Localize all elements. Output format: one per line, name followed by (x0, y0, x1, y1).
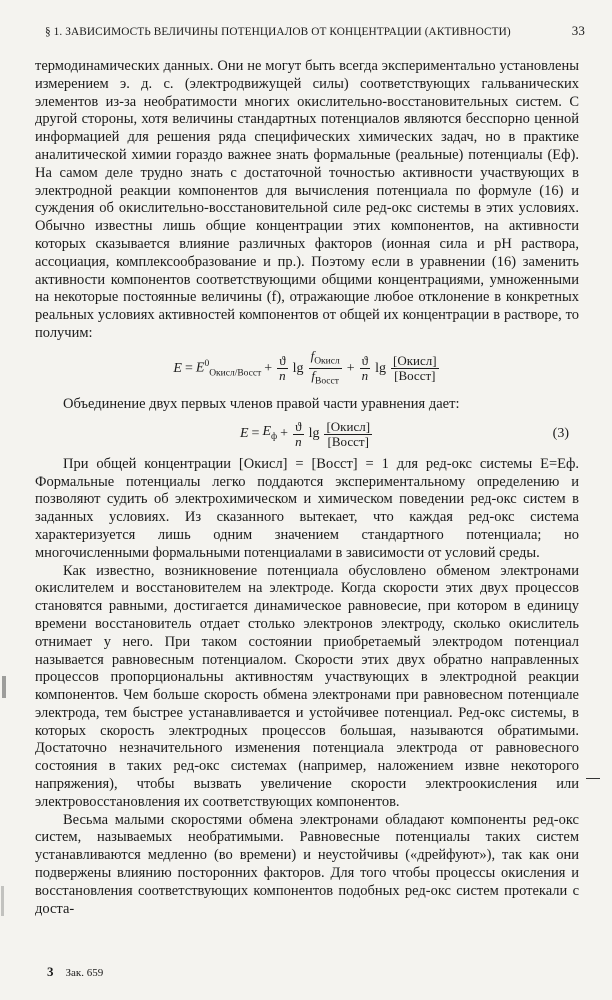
margin-scan-mark-2 (1, 886, 4, 916)
running-header (45, 23, 585, 39)
margin-dash (586, 778, 600, 779)
fraction-activity-coefficients: $\frac{f_{Окисл}}{f_{Восст}}$ (310, 347, 340, 387)
paragraph-2: Объединение двух первых членов правой части уравнения дает: (63, 395, 460, 412)
margin-scan-mark (2, 676, 6, 698)
signature-mark: 3 (47, 964, 54, 979)
body-text (35, 58, 579, 918)
equation-3: E = $E_ф$ + $\frac{ϑ}{n}$ lg $\frac{\text{[Окисл]}}{\text{[Восст]}}$ (3) (239, 418, 569, 449)
printing-order: Зак. 659 (65, 967, 104, 979)
fraction-theta-n: $\frac{ϑ}{n}$ (279, 353, 286, 384)
fraction-theta-n-2: $\frac{ϑ}{n}$ (361, 353, 369, 384)
fraction-concentrations-2: $\frac{\text{[Окисл]}}{\text{[Восст]}}$ (326, 418, 371, 449)
paragraph-3: При общей концентрации [Окисл] = [Восст] = 1 для ред-окс системы E=Eф. Формальные потенциалы легко поддаются экспериментальному определению и позволяют судить об электрохимическом и химическом поведении ред-окс систем в заданных условиях. Из сказанного вытекает, что каждая ред-окс система характеризуется лишь одним значением стандартного потенциала; но многочисленными формальными потенциалами в зависимости от условий среды. (35, 455, 579, 561)
paragraph-5: Весьма малыми скоростями обмена электронами обладают компоненты ред-окс систем, называемых необратимыми. Равновесные потенциалы таких систем устанавливаются медленно (во времени) и неустойчивы («дрейфуют»), так как они подвержены влиянию посторонних факторов. Для того чтобы процессы окисления и восстановления соответствующих компонентов подобных ред-окс систем протекали с доста- (35, 811, 579, 917)
page-footer (47, 964, 103, 980)
paragraph-1: термодинамических данных. Они не могут быть всегда экспериментально установлены измерением э. д. с. (электродвижущей силы) соответствующих гальванических элементов из-за необратимости многих окислительно-восстановительных систем. С другой стороны, хотя величины стандартных потенциалов являются бесспорно ценной информацией для решения ряда специфических химических задач, но в практике аналитической химии гораздо важнее знать формальные (реальные) потенциалы (Eф). На самом деле трудно знать с достаточной точностью активности участвующих в электродной реакции компонентов для вычисления потенциала по формуле (16) и суждения об окислительно-восстановительной силе ред-окс системы в этих условиях. Обычно известны лишь общие концентрации этих компонентов, на активности которых сказывается влияние различных факторов (ионная сила и pH раствора, ассоциация, комплексообразование и пр.). Поэтому если в уравнении (16) заменить активности компонентов соответствующими общими концентрациями, умноженными на некоторые постоянные величины (f), отражающие любое отклонение в конкретных реальных условиях активностей компонентов от общей их концентрации в растворе, то получим: (35, 58, 579, 341)
fraction-concentrations: $\frac{\text{[Окисл]}}{\text{[Восст]}}$ (393, 353, 437, 384)
fraction-theta-n-3: $\frac{ϑ}{n}$ (295, 418, 302, 449)
paragraph-4: Как известно, возникновение потенциала обусловлено обменом электронами окислителем и восстановителем на электроде. Когда скорости этих двух процессов становятся равными, достигается динамическое равновесие, при котором в единицу времени восстановитель отдает столько электронов электроду, сколько окислитель отнимает у него. При таком состоянии приобретаемый электродом потенциал называется равновесным потенциалом. Скорости этих двух обратно направленных процессов пропорциональны активностям участвующих в электродной реакции компонентов. Чем больше скорость обмена электронами при равновесном потенциале электрода, тем быстрее устанавливается и устойчивее потенциал. Ред-окс системы, в которых скорость электродных процессов большая, называются обратимыми. Достаточно незначительного изменения потенциала электрода от равновесного состояния в таких ред-окс системах (например, наложением извне некоторого напряжения), чтобы вызвать увеличение скорости электроокисления или электровосстановления их соответствующих компонентов. (35, 562, 579, 810)
equation-number: (3) (552, 426, 569, 442)
equation-1: E = $E^0_{Окисл/Восст}$ + $\frac{ϑ}{n}$ lg $\frac{f_{Окисл}}{f_{Восст}}$ + $\frac{ϑ}{n}$ lg $\frac{\text{[Окисл]}}{\text{[Восст]}}$ (173, 347, 437, 387)
running-title: § 1. ЗАВИСИМОСТЬ ВЕЛИЧИНЫ ПОТЕНЦИАЛОВ ОТ КОНЦЕНТРАЦИИ (АКТИВНОСТИ) (45, 26, 511, 38)
page-number: 33 (571, 23, 585, 38)
